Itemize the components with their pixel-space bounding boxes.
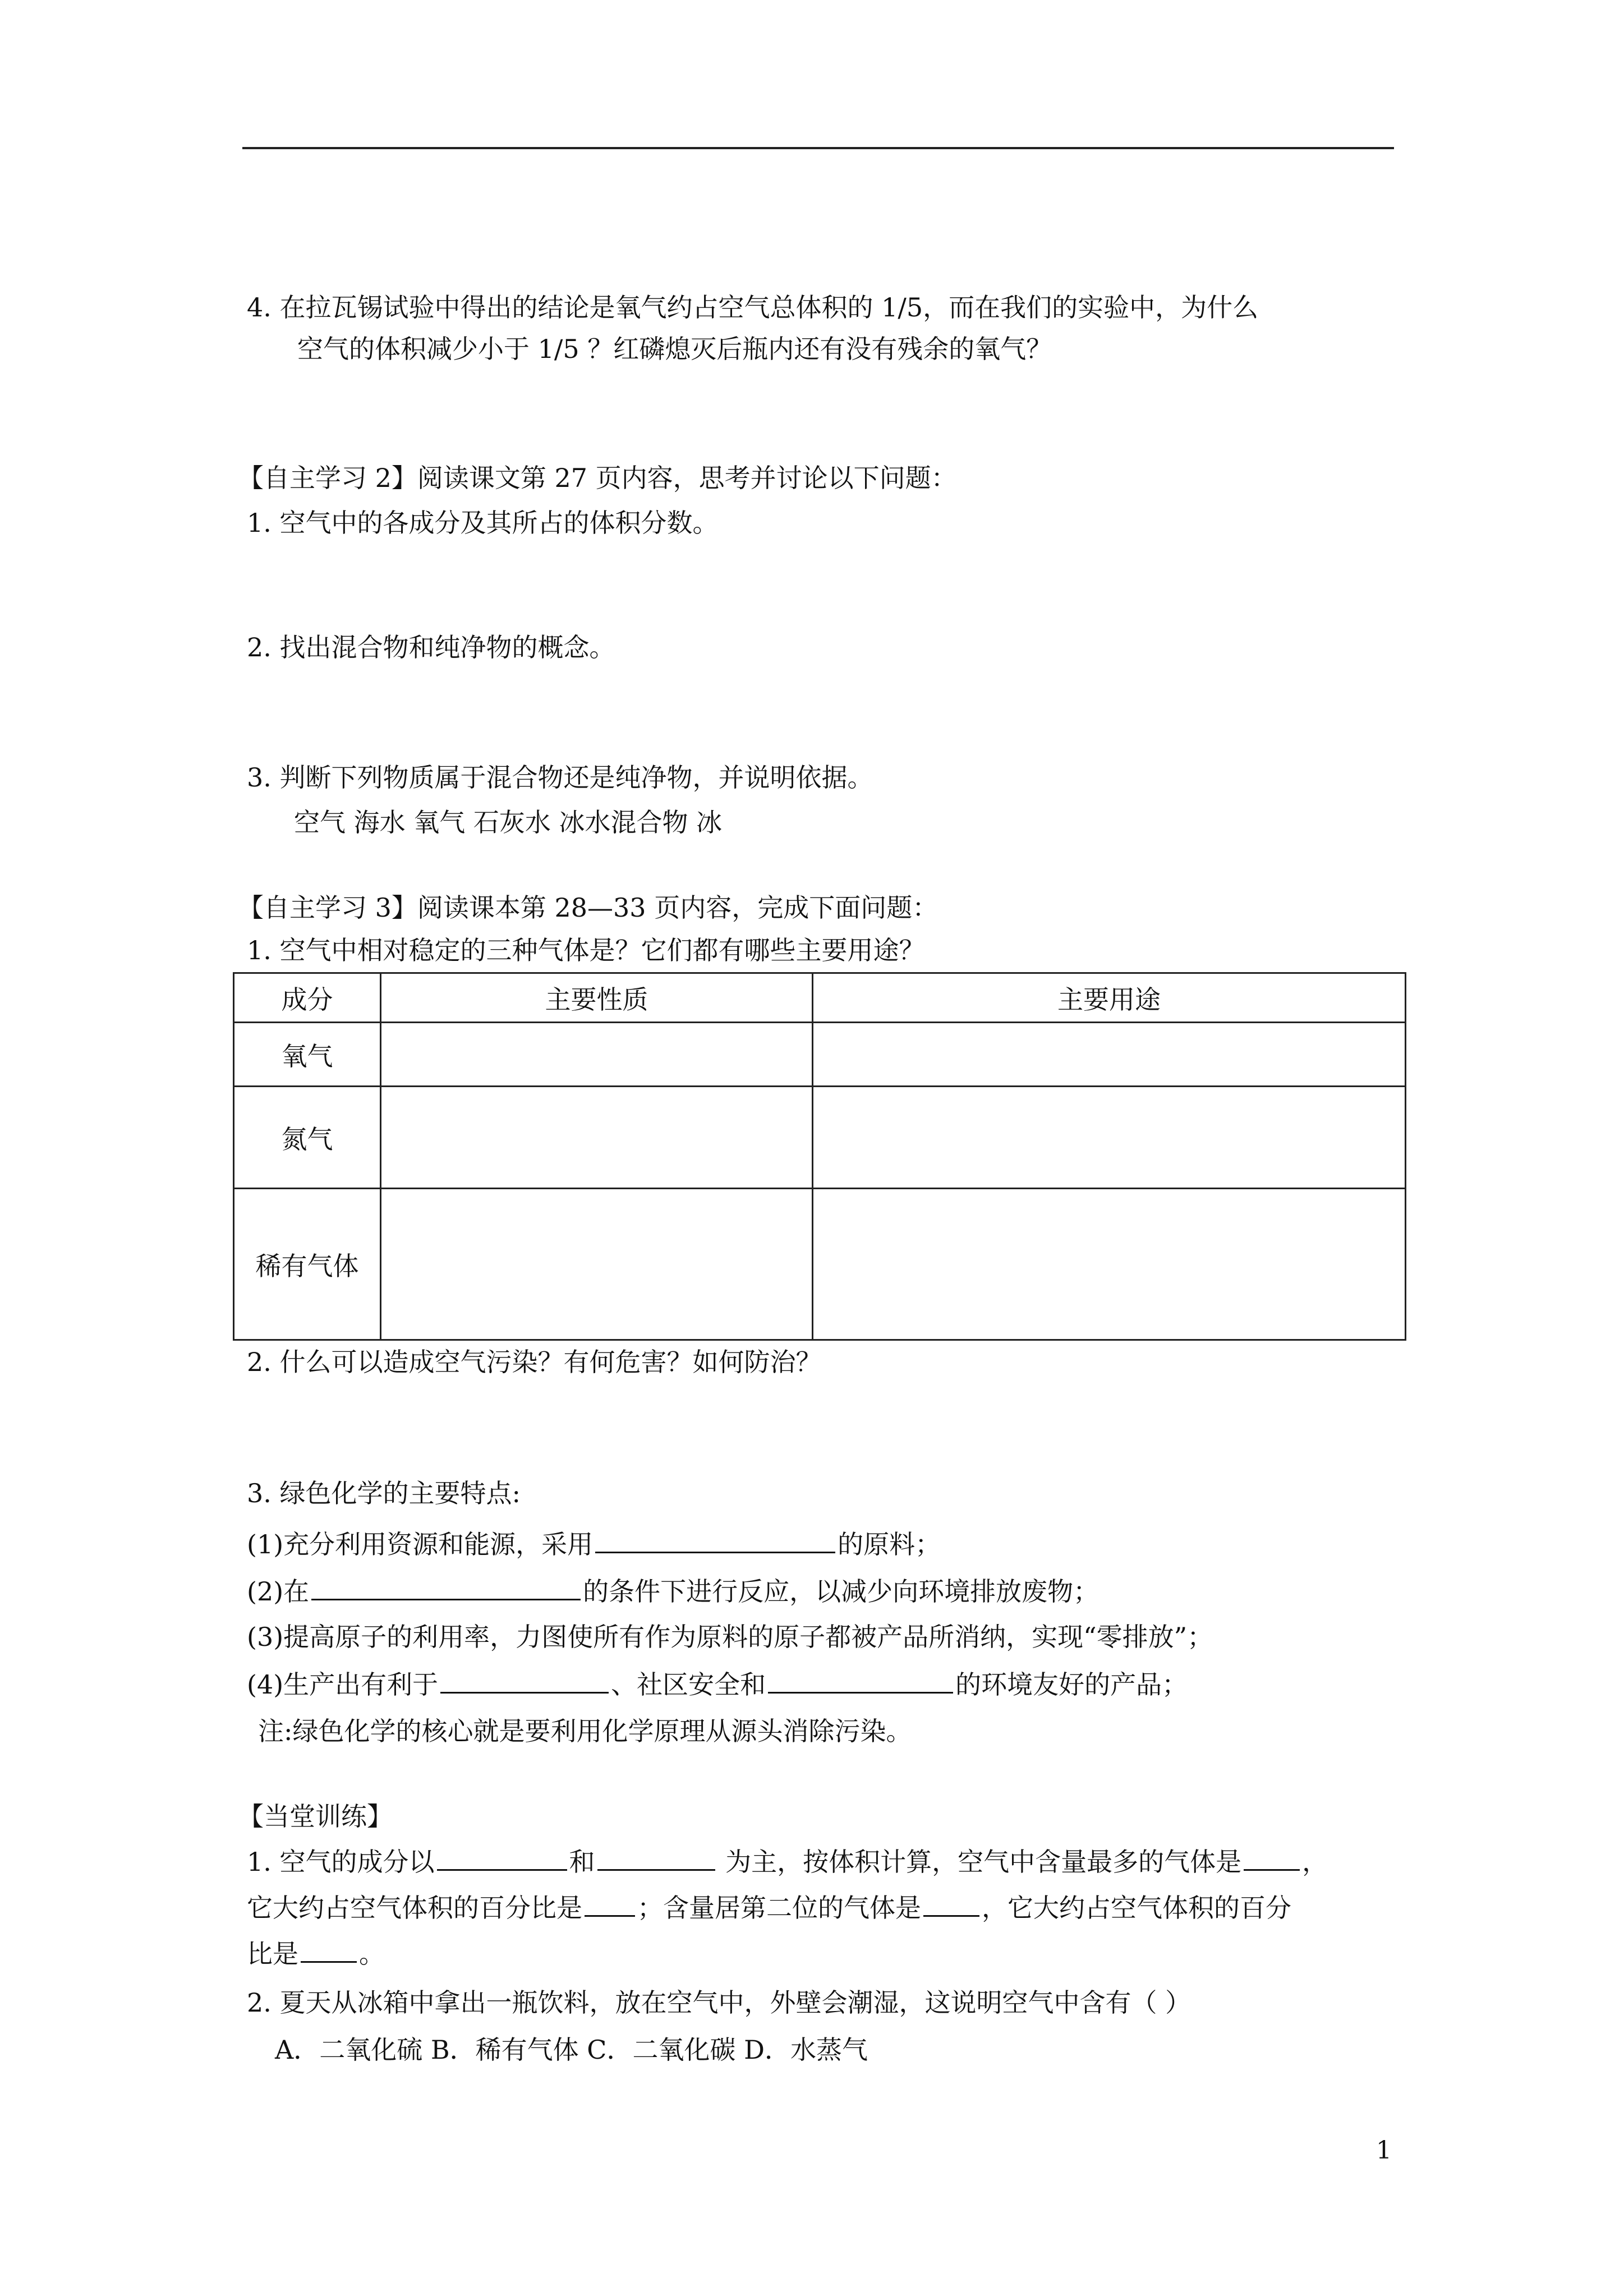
q4-line2: 空气的体积减少小于 1/5 ？红磷熄灭后瓶内还有没有残余的氧气？ [297, 334, 1052, 364]
page-number: 1 [1376, 2136, 1392, 2165]
col-header-properties: 主要性质 [381, 973, 813, 1023]
study3-q1: 1. 空气中相对稳定的三种气体是？它们都有哪些主要用途？ [247, 935, 925, 965]
green-chem-note: 注:绿色化学的核心就是要利用化学原理从源头消除污染。 [258, 1716, 912, 1746]
blank-5[interactable] [437, 1844, 567, 1871]
row-label-noble-gases: 稀有气体 [234, 1189, 381, 1340]
header-rule [242, 147, 1394, 149]
study2-q3-items: 空气 海水 氧气 石灰水 冰水混合物 冰 [294, 807, 723, 838]
practice-q1-line2: 它大约占空气体积的百分比是 ；含量居第二位的气体是 ，它大约占空气体积的百分 [247, 1890, 1291, 1925]
green-point-1: (1)充分利用资源和能源，采用 的原料； [247, 1527, 941, 1561]
table-header-row [234, 973, 1406, 1023]
row-label-nitrogen: 氮气 [234, 1087, 381, 1189]
green-point-3: (3)提高原子的利用率，力图使所有作为原料的原子都被产品所消纳，实现“零排放”； [247, 1622, 1213, 1652]
nitrogen-properties-cell[interactable] [381, 1087, 813, 1189]
col-header-uses: 主要用途 [813, 973, 1406, 1023]
practice-q2: 2. 夏天从冰箱中拿出一瓶饮料，放在空气中，外壁会潮湿，这说明空气中含有（ ） [247, 1987, 1191, 2018]
table-row [234, 1087, 1406, 1189]
green-point-2: (2)在 的条件下进行反应，以减少向环境排放废物； [247, 1574, 1099, 1608]
blank-8[interactable] [585, 1890, 635, 1917]
blank-7[interactable] [1244, 1844, 1300, 1871]
nitrogen-uses-cell[interactable] [813, 1087, 1406, 1189]
blank-10[interactable] [301, 1936, 357, 1963]
practice-heading: 【当堂训练】 [238, 1801, 393, 1832]
study2-q1: 1. 空气中的各成分及其所占的体积分数。 [247, 508, 719, 538]
oxygen-properties-cell[interactable] [381, 1023, 813, 1087]
study2-heading: 【自主学习 2】阅读课文第 27 页内容，思考并讨论以下问题： [238, 463, 957, 493]
table-row [234, 1189, 1406, 1340]
gas-properties-table [233, 972, 1406, 1341]
blank-1[interactable] [595, 1527, 835, 1553]
blank-9[interactable] [923, 1890, 979, 1917]
study3-q2: 2. 什么可以造成空气污染？有何危害？如何防治？ [247, 1347, 822, 1377]
blank-6[interactable] [597, 1844, 715, 1871]
table-row [234, 1023, 1406, 1087]
practice-q2-options: A．二氧化硫 B．稀有气体 C．二氧化碳 D．水蒸气 [275, 2035, 868, 2065]
noble-gases-uses-cell[interactable] [813, 1189, 1406, 1340]
study3-heading: 【自主学习 3】阅读课本第 28—33 页内容，完成下面问题： [238, 892, 938, 923]
blank-2[interactable] [311, 1574, 581, 1600]
green-point-4: (4)生产出有利于 、社区安全和 的环境友好的产品； [247, 1667, 1188, 1701]
study2-q2: 2. 找出混合物和纯净物的概念。 [247, 632, 615, 662]
noble-gases-properties-cell[interactable] [381, 1189, 813, 1340]
blank-4[interactable] [768, 1667, 953, 1694]
practice-q1-line1: 1. 空气的成分以 和 为主，按体积计算，空气中含量最多的气体是 ， [247, 1844, 1328, 1879]
q4-line1: 4. 在拉瓦锡试验中得出的结论是氧气约占空气总体积的 1/5，而在我们的实验中，为什么 [247, 292, 1259, 323]
study2-q3: 3. 判断下列物质属于混合物还是纯净物，并说明依据。 [247, 762, 873, 793]
study3-q3: 3. 绿色化学的主要特点: [247, 1478, 521, 1508]
col-header-component: 成分 [234, 973, 381, 1023]
oxygen-uses-cell[interactable] [813, 1023, 1406, 1087]
practice-q1-line3: 比是 。 [247, 1936, 385, 1971]
row-label-oxygen: 氧气 [234, 1023, 381, 1087]
blank-3[interactable] [440, 1667, 609, 1694]
